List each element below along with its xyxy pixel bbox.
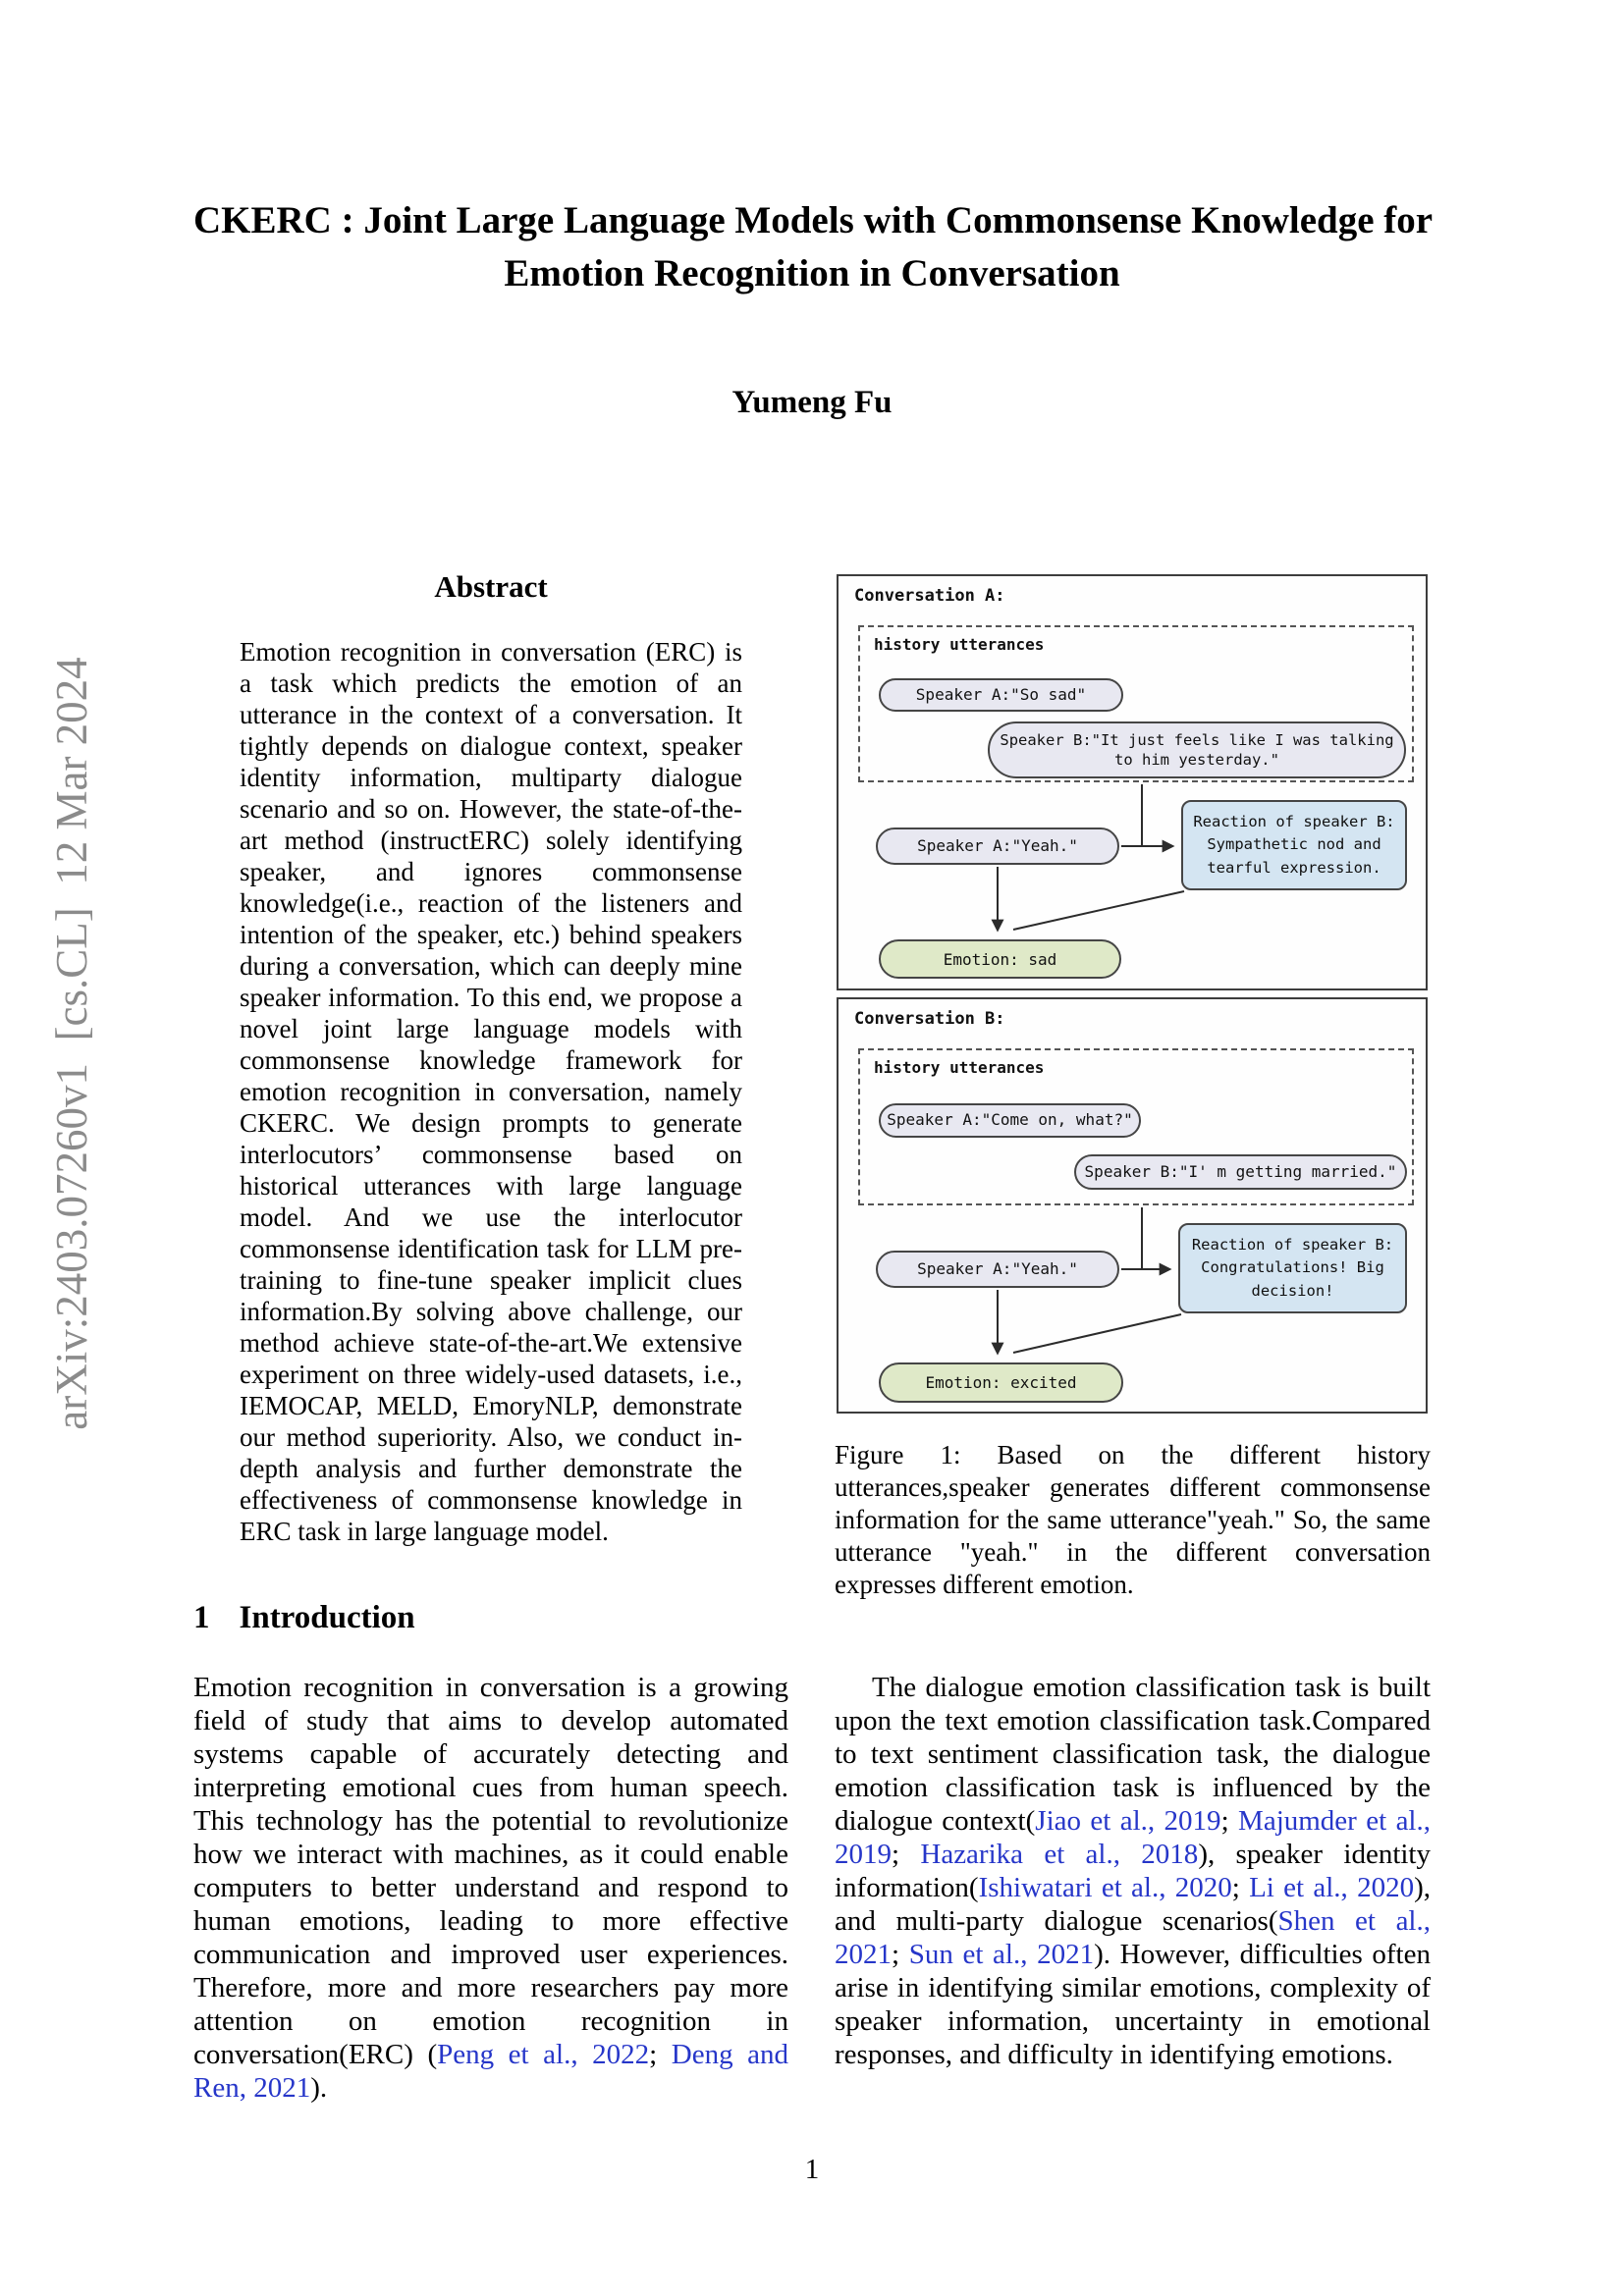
citation-link[interactable]: Deng and Ren, 2021 — [193, 2039, 789, 2104]
text-segment: ), and multi-party dialogue scenarios( — [835, 1872, 1431, 1937]
conversation-a-label: Conversation A: — [854, 586, 1005, 606]
citation-link[interactable]: Li et al., 2020 — [1249, 1872, 1415, 1903]
text-segment: ), speaker identity information( — [835, 1839, 1431, 1903]
abstract-heading: Abstract — [434, 569, 548, 604]
text-segment: Emotion recognition in conversation is a growing field of study that aims to develop automated systems capable of accurately detecting and interpreting emotional cues from human speech. This technology has the potential to revolutionize how we interact with machines, as it could enable computers to better understand and respond to human emotions, leading to more effective communication and improved user experiences. Therefore, more and more researchers pay more attention on emotion recognition in conversation(ERC) ( — [193, 1672, 788, 2070]
text-segment: ; — [1231, 1872, 1250, 1903]
page-number: 1 — [804, 2154, 820, 2185]
arxiv-watermark: arXiv:2403.07260v1 [cs.CL] 12 Mar 2024 — [47, 657, 96, 1430]
history-utterances-label-a: history utterances — [874, 635, 1045, 654]
paper-title-line-2: Emotion Recognition in Conversation — [504, 252, 1120, 294]
history-utterances-label-b: history utterances — [874, 1058, 1045, 1077]
utterance-pill-b2: Speaker B:"I' m getting married." — [1074, 1154, 1407, 1190]
utterance-pill-a1: Speaker A:"So sad" — [879, 678, 1123, 712]
text-segment: The dialogue emotion classification task is built upon the text emotion classification task.Compared to text sentiment classification task, the dialogue emotion classification task is influenced by the dialogue context( — [835, 1672, 1431, 1837]
utterance-pill-a2: Speaker B:"It just feels like I was talking to him yesterday." — [988, 721, 1406, 778]
paper-title-line-1: CKERC : Joint Large Language Models with Commonsense Knowledge for — [193, 199, 1434, 241]
citation-link[interactable]: Majumder et al., 2019 — [835, 1805, 1431, 1870]
introduction-paragraph-1 — [193, 1671, 788, 2105]
citation-link[interactable]: Sun et al., 2021 — [908, 1939, 1095, 1970]
citation-link[interactable]: Jiao et al., 2019 — [1035, 1805, 1221, 1837]
text-segment: ). However, difficulties often arise in identifying similar emotions, complexity of speaker information, uncertainty in emotional responses, and difficulty in identifying emotions. — [835, 1939, 1431, 2070]
text-segment: ; — [892, 1839, 921, 1870]
citation-link[interactable]: Shen et al., 2021 — [835, 1905, 1431, 1970]
abstract-text: Emotion recognition in conversation (ERC) is a task which predicts the emotion of an utterance in the context of a conversation. It tightly depends on dialogue context, speaker identity information, multiparty dialogue scenario and so on. However, the state-of-the-art method (instructERC) solely identifying speaker, and ignores commonsense knowledge(i.e., reaction of the listeners and intention of the speaker, etc.) behind speakers during a conversation, which can deeply mine speaker information. To this end, we propose a novel joint large language models with commonsense knowledge framework for emotion recognition in conversation, namely CKERC. We design prompts to generate interlocutors’ commonsense based on historical utterances with large language model. And we use the interlocutor commonsense identification task for LLM pre-training to fine-tune speaker implicit clues information.By solving above challenge, our method achieve state-of-the-art.We extensive experiment on three widely-used datasets, i.e., IEMOCAP, MELD, EmoryNLP, demonstrate our method superiority. Also, we conduct in-depth analysis and further demonstrate the effectiveness of commonsense knowledge in ERC task in large language model. — [240, 637, 742, 1546]
author-name: Yumeng Fu — [731, 385, 893, 420]
citation-link[interactable]: Peng et al., 2022 — [437, 2039, 650, 2070]
reaction-box-b: Reaction of speaker B: Congratulations! Big decision! — [1178, 1223, 1407, 1313]
text-segment: ; — [892, 1939, 909, 1970]
emotion-pill-a: Emotion: sad — [879, 939, 1121, 979]
utterance-pill-b1: Speaker A:"Come on, what?" — [879, 1103, 1141, 1138]
text-segment: ; — [1220, 1805, 1239, 1837]
emotion-pill-b: Emotion: excited — [879, 1362, 1123, 1403]
section-title: Introduction — [239, 1600, 415, 1635]
section-heading-introduction — [193, 1600, 788, 1636]
conversation-b-label: Conversation B: — [854, 1009, 1005, 1029]
paper-title — [193, 194, 1434, 300]
figure-1-caption: Figure 1: Based on the different history utterances,speaker generates different commonsense information for the same utterance"yeah." So, the same utterance "yeah." in the different conversation expresses different emotion. — [835, 1440, 1431, 1599]
introduction-paragraph-2 — [835, 1671, 1431, 2071]
text-segment: ; — [649, 2039, 672, 2070]
current-utterance-pill-b: Speaker A:"Yeah." — [876, 1251, 1119, 1288]
conversation-a-panel — [837, 574, 1428, 990]
reaction-box-a: Reaction of speaker B: Sympathetic nod and tearful expression. — [1181, 800, 1407, 890]
current-utterance-pill-a: Speaker A:"Yeah." — [876, 828, 1119, 865]
figure-1 — [837, 574, 1428, 1420]
conversation-b-panel — [837, 997, 1428, 1414]
section-number: 1 — [193, 1600, 210, 1635]
citation-link[interactable]: Hazarika et al., 2018 — [920, 1839, 1199, 1870]
text-segment: ). — [310, 2072, 328, 2104]
citation-link[interactable]: Ishiwatari et al., 2020 — [978, 1872, 1232, 1903]
